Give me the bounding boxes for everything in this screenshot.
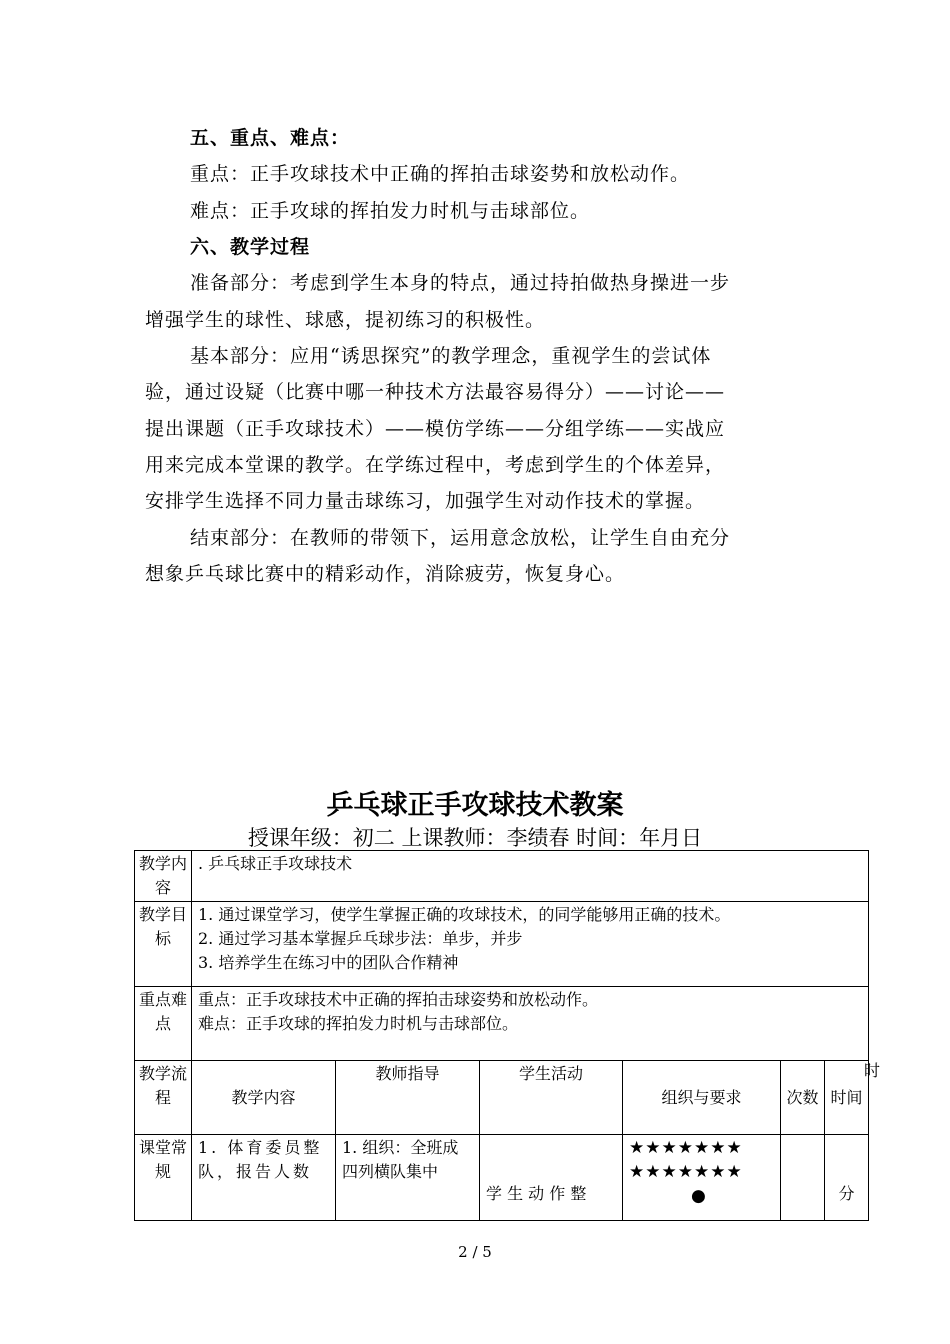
basic-paragraph-line: 基本部分：应用“诱思探究”的教学理念，重视学生的尝试体 bbox=[190, 345, 712, 367]
header-teacher: 教师指导 bbox=[336, 1061, 480, 1135]
goal-item: 2. 通过学习基本掌握乒乓球步法：单步，并步 bbox=[198, 929, 523, 948]
row-flow: 课堂常规 bbox=[135, 1135, 192, 1221]
end-paragraph-line: 结束部分：在教师的带领下，运用意念放松，让学生自由充分 bbox=[190, 527, 731, 549]
basic-paragraph-line: 用来完成本堂课的教学。在学练过程中，考虑到学生的个体差异， bbox=[145, 454, 726, 476]
dot-marker: ● bbox=[691, 1186, 707, 1206]
basic-paragraph-line: 安排学生选择不同力量击球练习，加强学生对动作技术的掌握。 bbox=[145, 490, 706, 512]
row-student: 学 生 动 作 整 bbox=[480, 1135, 623, 1221]
header-content: 教学内容 bbox=[192, 1061, 336, 1135]
key-points bbox=[192, 987, 869, 1061]
goal-item: 3. 培养学生在练习中的团队合作精神 bbox=[198, 953, 459, 972]
header-count: 次数 bbox=[781, 1061, 825, 1135]
basic-paragraph-line: 提出课题（正手攻球技术）——模仿学练——分组学练——实战应 bbox=[145, 418, 726, 440]
row-teacher: 1. 组织：全班成四列横队集中 bbox=[336, 1135, 480, 1221]
header-time-top: 时 bbox=[864, 1061, 881, 1080]
basic-paragraph-line: 验，通过设疑（比赛中哪一种技术方法最容易得分）——讨论—— bbox=[145, 381, 726, 403]
header-org: 组织与要求 bbox=[623, 1061, 781, 1135]
content-value: . 乒乓球正手攻球技术 bbox=[192, 851, 869, 902]
key-point-line: 重点：正手攻球技术中正确的挥拍击球姿势和放松动作。 bbox=[198, 990, 599, 1009]
row-org bbox=[623, 1135, 781, 1221]
goal-list bbox=[192, 902, 869, 987]
star-row: ★★★★★★★ bbox=[629, 1162, 743, 1182]
content-label: 教学内容 bbox=[135, 851, 192, 902]
row-time: 分 bbox=[825, 1135, 869, 1221]
header-student: 学生活动 bbox=[480, 1061, 623, 1135]
key-point-text: 重点：正手攻球技术中正确的挥拍击球姿势和放松动作。 bbox=[190, 163, 691, 185]
header-time: 时 时间 bbox=[825, 1061, 869, 1135]
prep-paragraph-line: 增强学生的球性、球感，提初练习的积极性。 bbox=[145, 309, 546, 331]
row-count bbox=[781, 1135, 825, 1221]
lesson-plan-table bbox=[134, 850, 881, 1221]
lesson-title: 乒乓球正手攻球技术教案 bbox=[326, 790, 624, 821]
difficulty-text: 难点：正手攻球的挥拍发力时机与击球部位。 bbox=[190, 200, 591, 222]
key-label: 重点难点 bbox=[135, 987, 192, 1061]
prep-paragraph-line: 准备部分：考虑到学生本身的特点，通过持拍做热身操进一步 bbox=[190, 272, 731, 294]
section-5-heading: 五、重点、难点： bbox=[190, 127, 351, 149]
goal-item: 1. 通过课堂学习，使学生掌握正确的攻球技术，的同学能够用正确的技术。 bbox=[198, 905, 731, 924]
goal-label: 教学目标 bbox=[135, 902, 192, 987]
end-paragraph-line: 想象乒乓球比赛中的精彩动作，消除疲劳，恢复身心。 bbox=[145, 563, 626, 585]
page-number: 2 / 5 bbox=[458, 1243, 492, 1261]
star-row: ★★★★★★★ bbox=[629, 1138, 743, 1158]
header-flow: 教学流程 bbox=[135, 1061, 192, 1135]
lesson-subtitle: 授课年级：初二 上课教师：李绩春 时间：年月日 bbox=[247, 826, 703, 850]
difficulty-line: 难点：正手攻球的挥拍发力时机与击球部位。 bbox=[198, 1014, 519, 1033]
section-6-heading: 六、教学过程 bbox=[190, 236, 311, 258]
row-content: 1. 体育委员整队，报告人数 bbox=[192, 1135, 336, 1221]
